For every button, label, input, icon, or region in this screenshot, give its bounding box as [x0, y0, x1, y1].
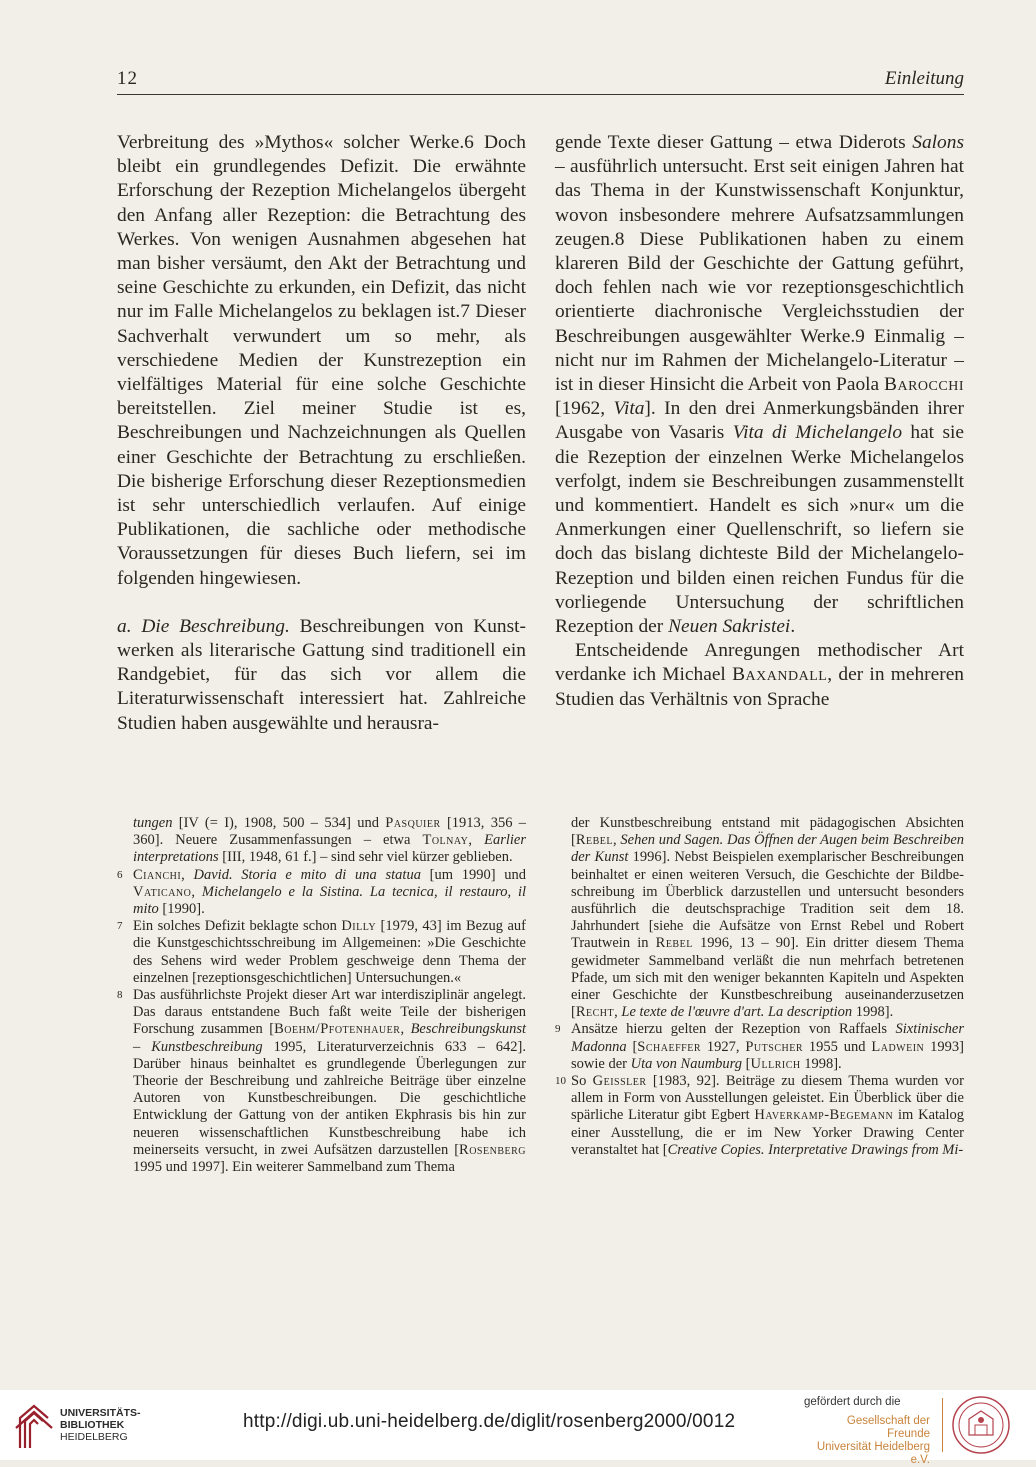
university-seal-icon [951, 1395, 1011, 1455]
footnote-10: 10 So Geissler [1983, 92]. Beiträge zu diesem Thema wurden vor allem in Form von Ausstellungen geleistet. Ein Überblick über die spärliche Literatur gibt Egbert Haverkamp-Begemann im Katalog einer Ausstellung, die er im New Yorker Drawing Center veranstaltet hat [Creative Copies. Interpretative Drawings from Mi- [555, 1073, 964, 1158]
library-name: UNIVERSITÄTS- BIBLIOTHEK HEIDELBERG [60, 1407, 141, 1443]
footnotes-left [117, 815, 526, 1176]
permalink-url[interactable]: http://digi.ub.uni-heidelberg.de/diglit/rosenberg2000/0012 [243, 1411, 736, 1432]
running-head: Einleitung [884, 68, 964, 89]
header-rule [117, 94, 964, 95]
footer-divider [942, 1398, 943, 1452]
body-column-right [555, 131, 964, 712]
paragraph: Entscheidende Anregungen methodischer Art verdanke ich Michael Baxandall, der in mehreren Studien das Verhältnis von Sprache [555, 640, 964, 710]
paragraph: Verbreitung des »Mythos« solcher Werke.6 Doch bleibt ein grundlegendes Defizit. Die erwähnte Erforschung der Rezeption Michelangelos übergeht den Anfang aller Rezeption: die Betrachtung des Werkes. Von wenigen Ausnahmen abgesehen hat man bisher versäumt, den Akt der Betrachtung und seine Geschichte zu erkunden, ein Defizit, das nicht nur im Falle Michelangelos zu beklagen ist.7 Dieser Sachverhalt verwundert um so mehr, als verschiedene Medien der Kunstrezeption ein vielfältiges Material für eine solche Geschichte bereitstellen. Ziel meiner Studie ist es, Beschreibungen und Nachzeichnungen als Quellen einer Geschichte der Betrachtung zu erschließen. Die bisherige Erforschung dieser Rezeptionsmedien ist sehr unterschiedlich verlaufen. Auf einige Publikationen, die sachliche oder methodische Voraussetzungen für dieses Buch liefern, sei im folgenden hingewiesen. [117, 132, 526, 589]
paragraph: a. Die Beschreibung. Beschreibungen von Kunstwerken als literarische Gattung sind traditionell ein Randgebiet, für das sich vor allem die Literaturwissenschaft interessiert hat. Zahlreiche Studien haben ausgewählte und herausra- [117, 615, 526, 734]
sponsor-label: gefördert durch die [804, 1396, 901, 1408]
footnote-7: 7 Ein solches Defizit beklagte schon Dilly [1979, 43] im Bezug auf die Kunstgeschichtsschreibung im Allgemeinen: »Die Geschichte des Sehens wird weder Problem geschweige denn Thema der einzelnen [rezeptionsgeschichtlichen] Untersuchungen.« [117, 918, 526, 986]
section-heading: a. Die Beschreibung. [117, 615, 290, 637]
page-number: 12 [117, 68, 138, 89]
footnote-6: 6 Cianchi, David. Storia e mito di una statua [um 1990] und Vaticano, Michelangelo e la Sistina. La tecnica, il restauro, il mito [1990]. [117, 866, 527, 918]
footnotes-right [555, 815, 964, 1159]
footnote-9: 9 Ansätze hierzu gelten der Rezeption von Raffaels Sixtinischer Madonna [Schaeffer 1927, Putscher 1955 und Ladwein 1993] sowie der Uta von Naumburg [Ullrich 1998]. [555, 1021, 964, 1072]
library-logo-icon [14, 1400, 54, 1450]
footnote-8: 8 Das ausführlichste Projekt dieser Art war interdisziplinär angelegt. Das daraus entstandene Buch faßt weite Teile der bisherigen Forschung zusammen [Boehm/Pfotenhauer, Beschreibungskunst – Kunstbeschreibung 1995, Literaturverzeichnis 633 – 642]. Darüber hinaus beinhaltet es grundlegende Überlegungen zur Theorie der Beschreibung und zahlreiche Beiträge über einzelne Autoren von Kunstbeschreibungen. Die geschichtliche Entwicklung der Gattung von der antiken Ekphrasis bis hin zur neueren wissenschaftlichen Kunstbeschreibung habe ich meinerseits versucht, in zwei Aufsätzen darzustellen [Rosenberg 1995 und 1997]. Ein weiterer Sammelband zum Thema [117, 987, 527, 1176]
paragraph: gende Texte dieser Gattung – etwa Diderots Salons – ausführlich untersucht. Erst seit einigen Jahren hat das Thema in der Kunstwissenschaft Konjunktur, wovon insbesondere mehrere Aufsatzsammlungen zeugen.8 Diese Publikationen haben zu einem klareren Bild der Geschichte der Gattung geführt, doch fehlen nach wie vor rezeptionsgeschichtlich orientierte diachronische Vergleichsstudien der Beschreibungen ausgewählter Werke.9 Einmalig – nicht nur im Rahmen der Michelangelo-Literatur – ist in dieser Hinsicht die Arbeit von Paola Barocchi [1962, Vita]. In den drei Anmerkungsbänden ihrer Ausgabe von Vasaris Vita di Michelangelo hat sie die Rezeption der einzelnen Werke Michelangelos verfolgt, indem sie Beschreibungen zusammenstellt und kommentiert. Handelt es sich »nur« um die Anmerkungen einer Quellenschrift, so liefern sie doch das bislang dichteste Bild der Michelangelo-Rezeption und bilden einen reichen Fundus für die vorliegende Untersuchung der schriftlichen Rezeption der Neuen Sakristei. [555, 132, 964, 638]
footnote-continuation: tungen [IV (= I), 1908, 500 – 534] und Pasquier [1913, 356 – 360]. Neuere Zusammenfassungen – etwa Tolnay, Earlier interpretations [III, 1948, 61 f.] – sind sehr viel kürzer geblieben. [133, 815, 526, 866]
body-column-left [117, 131, 526, 736]
footnote-continuation: der Kunstbeschreibung entstand mit pädagogischen Absichten [Rebel, Sehen und Sagen. Das Öffnen der Augen beim Beschreiben der Kunst 1996]. Nebst Beispielen exemplarischer Beschreibungen beinhaltet er einen weiteren Versuch, die Geschichte der Bildbeschreibung im Überblick darzustellen und untersucht besonders ausführlich die deutschsprachige Tradition seit dem 18. Jahrhundert [siehe die Aufsätze von Ernst Rebel und Robert Trautwein in Rebel 1996, 13 – 90]. Ein dritter diesem Thema gewidmeter Sammelband verläßt die nun mehrfach betretenen Pfade, um sich mit den weniger bekannten Kapiteln und Aspekten einer Geschichte der Kunstbeschreibung auseinanderzusetzen [Recht, Le texte de l'œuvre d'art. La description 1998]. [571, 815, 965, 1021]
footer-bar [0, 1390, 1036, 1466]
sponsor-name: Gesellschaft der Freunde Universität Heidelberg e.V. [816, 1415, 930, 1466]
